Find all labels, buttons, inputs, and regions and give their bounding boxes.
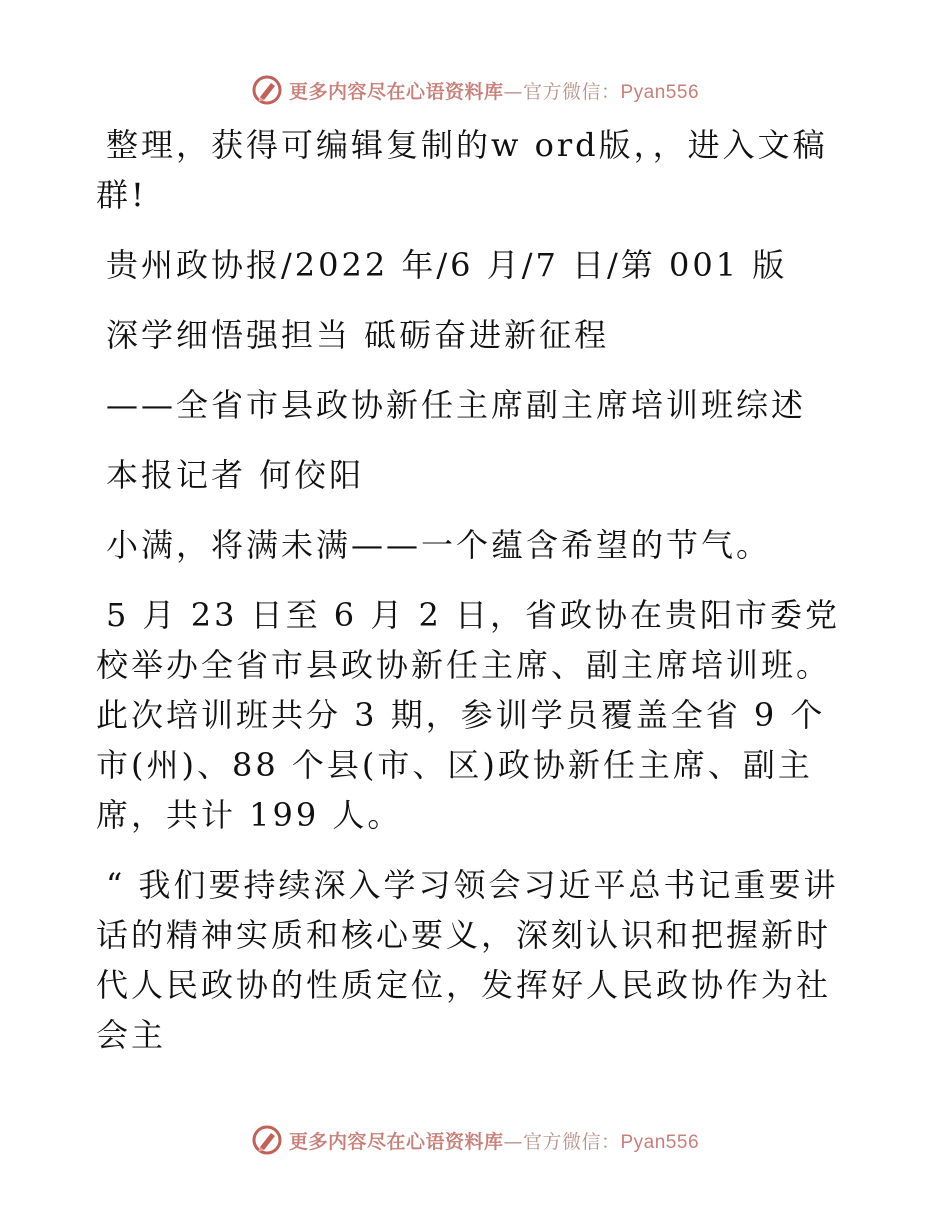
- watermark-main-text: 更多内容尽在心语资料库: [288, 1130, 504, 1153]
- body-paragraph: “ 我们要持续深入学习领会习近平总书记重要讲话的精神实质和核心要义，深刻认识和把握新时代人民政协的性质定位，发挥好人民政协作为社会主: [96, 866, 839, 1054]
- newspaper-source-line: 贵州政协报/2022 年/6 月/7 日/第 001 版: [106, 246, 788, 284]
- document-body: [96, 120, 856, 1060]
- article-subtitle: ——全省市县政协新任主席副主席培训班综述: [106, 386, 807, 424]
- pen-logo-icon: [251, 74, 283, 106]
- body-paragraph: 小满，将满未满——一个蕴含希望的节气。: [106, 526, 772, 564]
- watermark-wechat-id: Pyan556: [620, 1131, 700, 1153]
- watermark-header: [0, 72, 950, 108]
- intro-paragraph: 整理，获得可编辑复制的w ord版，，进入文稿群!: [96, 126, 828, 214]
- body-paragraph: 5 月 23 日至 6 月 2 日，省政协在贵阳市委党校举办全省市县政协新任主席、副主席培训班。此次培训班共分 3 期，参训学员覆盖全省 9 个市(州)、88 个县(市、区)政协新任主席、副主席，共计 199 人。: [96, 596, 841, 834]
- watermark-footer: [0, 1122, 950, 1158]
- article-title: 深学细悟强担当 砥砺奋进新征程: [106, 316, 610, 354]
- article-byline: 本报记者 何佼阳: [106, 456, 365, 494]
- watermark-sub-text: —官方微信：: [503, 1130, 621, 1153]
- pen-logo-icon: [251, 1124, 283, 1156]
- watermark-wechat-id: Pyan556: [620, 81, 700, 103]
- watermark-sub-text: —官方微信：: [503, 80, 621, 103]
- watermark-main-text: 更多内容尽在心语资料库: [288, 80, 504, 103]
